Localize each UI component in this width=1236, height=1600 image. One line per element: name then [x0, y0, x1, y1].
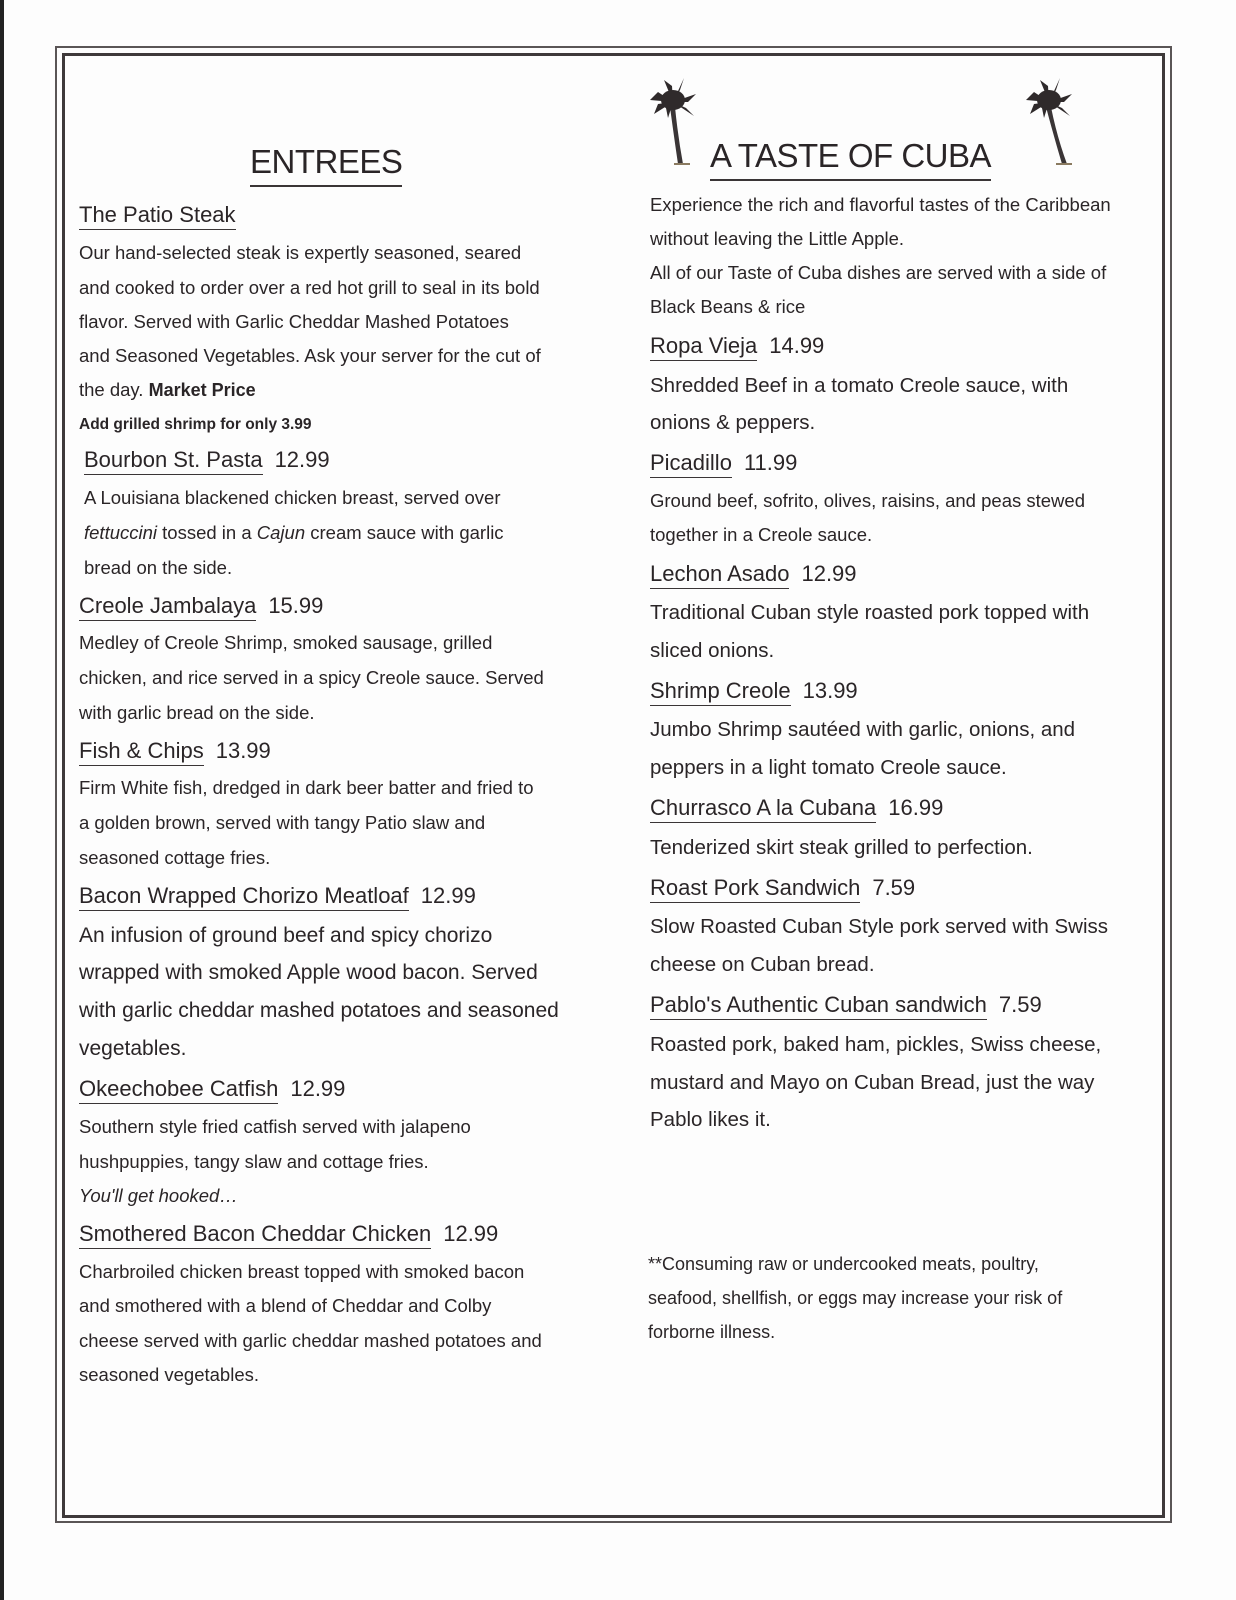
menu-item-description: and Seasoned Vegetables. Ask your server for the cut of — [79, 345, 541, 366]
menu-item-title — [650, 678, 858, 704]
disclaimer-text: **Consuming raw or undercooked meats, poultry, — [648, 1254, 1039, 1274]
menu-item-name: Fish & Chips — [79, 738, 204, 766]
menu-item-title — [79, 738, 271, 764]
menu-item-description: together in a Creole sauce. — [650, 524, 873, 545]
menu-item-description: Firm White fish, dredged in dark beer batter and fried to — [79, 777, 534, 798]
menu-item-price: 12.99 — [443, 1221, 499, 1246]
palm-tree-icon — [1024, 72, 1074, 172]
menu-item-description: Our hand-selected steak is expertly seasoned, seared — [79, 242, 522, 263]
scan-edge — [0, 0, 4, 1600]
menu-item-price: 12.99 — [420, 883, 476, 908]
menu-item-title — [79, 883, 476, 909]
menu-item-name: Roast Pork Sandwich — [650, 875, 860, 903]
menu-item-description: Pablo likes it. — [650, 1108, 771, 1131]
disclaimer-text: forborne illness. — [648, 1322, 776, 1342]
menu-item-price: 12.99 — [274, 447, 330, 472]
menu-item-price: 13.99 — [215, 738, 271, 763]
menu-item-description: Shredded Beef in a tomato Creole sauce, with — [650, 374, 1069, 397]
menu-item-description: Traditional Cuban style roasted pork topped with — [650, 601, 1090, 624]
menu-item-name: Picadillo — [650, 450, 732, 478]
menu-item-description: a golden brown, served with tangy Patio slaw and — [79, 812, 486, 833]
menu-item-description: sliced onions. — [650, 639, 775, 662]
menu-item-price: 11.99 — [743, 450, 798, 475]
menu-item-description: hushpuppies, tangy slaw and cottage fries. — [79, 1151, 429, 1172]
menu-item-price: 12.99 — [801, 561, 857, 586]
cuba-intro-text: without leaving the Little Apple. — [650, 228, 905, 249]
menu-item-name: Churrasco A la Cubana — [650, 795, 876, 823]
menu-item-description: Jumbo Shrimp sautéed with garlic, onions, and — [650, 718, 1076, 741]
menu-item-description: Roasted pork, baked ham, pickles, Swiss cheese, — [650, 1033, 1102, 1056]
menu-item-title — [650, 992, 1042, 1018]
cuba-intro-text: All of our Taste of Cuba dishes are served with a side of — [650, 262, 1107, 283]
menu-item-description: An infusion of ground beef and spicy chorizo — [79, 924, 493, 947]
menu-item-price: 13.99 — [802, 678, 858, 703]
menu-item-name: Pablo's Authentic Cuban sandwich — [650, 992, 987, 1020]
menu-item-title — [79, 202, 236, 228]
menu-item-description: mustard and Mayo on Cuban Bread, just the way — [650, 1071, 1095, 1094]
menu-item-description: with garlic bread on the side. — [79, 702, 315, 723]
menu-item-description — [84, 520, 504, 546]
menu-item-price: 15.99 — [268, 593, 324, 618]
menu-item-description: seasoned cottage fries. — [79, 847, 271, 868]
menu-item-description: A Louisiana blackened chicken breast, served over — [84, 487, 501, 508]
menu-item-description: Medley of Creole Shrimp, smoked sausage, grilled — [79, 632, 493, 653]
italic-text: Cajun — [256, 522, 306, 543]
menu-item-description: onions & peppers. — [650, 411, 816, 434]
menu-item-description: bread on the side. — [84, 557, 233, 578]
menu-item-name: The Patio Steak — [79, 202, 236, 230]
menu-item-description: cheese on Cuban bread. — [650, 953, 875, 976]
menu-item-name: Smothered Bacon Cheddar Chicken — [79, 1221, 431, 1249]
menu-item-description: and cooked to order over a red hot grill to seal in its bold — [79, 277, 540, 298]
menu-item-title — [84, 447, 330, 473]
menu-item-title — [650, 333, 824, 359]
menu-item-title — [650, 561, 857, 587]
menu-item-description: cheese served with garlic cheddar mashed potatoes and — [79, 1330, 542, 1351]
menu-item-title — [650, 795, 943, 821]
menu-item-description: chicken, and rice served in a spicy Creole sauce. Served — [79, 667, 544, 688]
menu-item-name: Bacon Wrapped Chorizo Meatloaf — [79, 883, 409, 911]
menu-item-name: Shrimp Creole — [650, 678, 791, 706]
menu-item-description — [79, 377, 256, 403]
menu-item-name: Ropa Vieja — [650, 333, 757, 361]
menu-item-description: vegetables. — [79, 1037, 187, 1060]
menu-item-title — [79, 593, 323, 619]
italic-text: fettuccini — [84, 522, 158, 543]
menu-item-description: with garlic cheddar mashed potatoes and seasoned — [79, 999, 559, 1022]
menu-item-description: and smothered with a blend of Cheddar and Colby — [79, 1295, 492, 1316]
menu-item-name: Creole Jambalaya — [79, 593, 256, 621]
text-segment: the day. — [79, 379, 149, 400]
menu-item-price: 7.59 — [998, 992, 1042, 1017]
menu-item-description: wrapped with smoked Apple wood bacon. Served — [79, 961, 538, 984]
text-segment: tossed in a — [157, 522, 257, 543]
menu-item-description: peppers in a light tomato Creole sauce. — [650, 756, 1007, 779]
disclaimer-text: seafood, shellfish, or eggs may increase your risk of — [648, 1288, 1063, 1308]
menu-item-price: 14.99 — [769, 333, 825, 358]
text-segment: cream sauce with garlic — [305, 522, 504, 543]
menu-item-title — [79, 1076, 345, 1102]
menu-item-description: Slow Roasted Cuban Style pork served with Swiss — [650, 915, 1109, 938]
palm-tree-icon — [648, 72, 698, 172]
menu-item-price: 12.99 — [290, 1076, 346, 1101]
cuba-intro-text: Black Beans & rice — [650, 296, 806, 317]
menu-item-name: Bourbon St. Pasta — [84, 447, 263, 475]
menu-item-title — [650, 875, 915, 901]
menu-item-price: 7.59 — [872, 875, 916, 900]
menu-item-description: flavor. Served with Garlic Cheddar Mashed Potatoes — [79, 311, 509, 332]
menu-item-name: Okeechobee Catfish — [79, 1076, 278, 1104]
menu-item-title — [650, 450, 797, 476]
menu-item-description: Ground beef, sofrito, olives, raisins, and peas stewed — [650, 490, 1085, 511]
cuba-intro-text: Experience the rich and flavorful tastes of the Caribbean — [650, 194, 1111, 215]
cuba-heading: A TASTE OF CUBA — [710, 137, 991, 181]
menu-item-description: seasoned vegetables. — [79, 1364, 259, 1385]
italic-text: You'll get hooked… — [79, 1185, 238, 1206]
bold-text: Market Price — [148, 380, 256, 400]
bold-text: Add grilled shrimp for only 3.99 — [79, 416, 312, 433]
menu-item-description: Southern style fried catfish served with jalapeno — [79, 1116, 471, 1137]
menu-item-description: Tenderized skirt steak grilled to perfection. — [650, 836, 1033, 859]
entrees-heading: ENTREES — [250, 143, 402, 187]
menu-item-description — [79, 410, 312, 438]
menu-item-name: Lechon Asado — [650, 561, 789, 589]
menu-item-description: Charbroiled chicken breast topped with smoked bacon — [79, 1261, 525, 1282]
menu-item-price: 16.99 — [888, 795, 944, 820]
menu-item-title — [79, 1221, 498, 1247]
menu-item-description — [79, 1183, 238, 1209]
